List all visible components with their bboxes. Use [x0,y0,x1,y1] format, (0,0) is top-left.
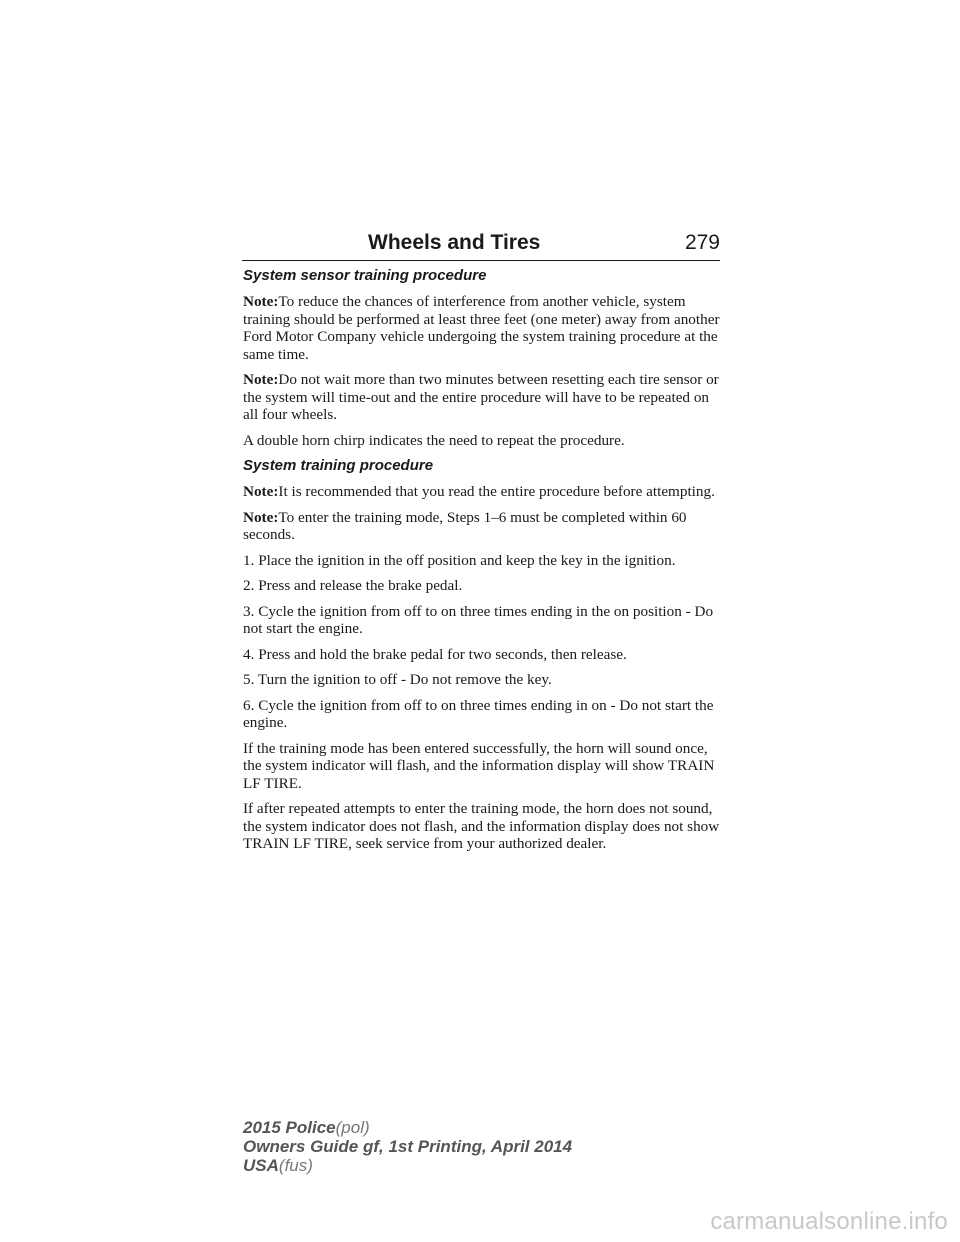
note-label: Note: [243,371,279,388]
note-paragraph [243,371,723,424]
section-title: Wheels and Tires [368,231,541,254]
note-label: Note: [243,483,279,500]
note-paragraph [243,509,723,544]
footer-region: USA [243,1156,279,1175]
paragraph-text: 1. Place the ignition in the off position and keep the key in the ignition. [243,551,676,569]
note-label: Note: [243,508,279,526]
paragraph-text: 3. Cycle the ignition from off to on three times ending in the on position - Do not start the engine. [243,602,714,637]
note-paragraph [243,293,723,363]
body-paragraph [243,740,723,793]
paragraph-text: 5. Turn the ignition to off - Do not remove the key. [243,671,552,688]
footer-model: 2015 Police [243,1118,336,1137]
page-footer [243,1118,572,1175]
footer-line-1 [243,1118,572,1137]
page-content [243,267,723,861]
paragraph-text: A double horn chirp indicates the need to repeat the procedure. [243,431,625,449]
footer-guide-info: Owners Guide gf, 1st Printing, April 2014 [243,1137,573,1156]
section-heading: System sensor training procedure [243,267,487,284]
paragraph-text: Do not wait more than two minutes between resetting each tire sensor or the system will time-out and the entire procedure will have to be repeated on all four wheels. [243,371,719,423]
body-paragraph [243,432,723,450]
body-paragraph [243,646,723,664]
page-number: 279 [684,231,720,254]
paragraph-text: 6. Cycle the ignition from off to on three times ending in on - Do not start the engine. [243,696,714,731]
paragraph-text: It is recommended that you read the entire procedure before attempting. [278,483,715,500]
watermark: carmanualsonline.info [710,1208,948,1235]
body-paragraph [243,697,723,732]
page-header [242,228,720,261]
footer-model-code: (pol) [335,1118,370,1137]
paragraph-text: 4. Press and hold the brake pedal for two seconds, then release. [243,645,627,663]
body-paragraph [243,800,723,853]
paragraph-text: If after repeated attempts to enter the training mode, the horn does not sound, the system indicator does not flash, and the information display does not show TRAIN LF TIRE, seek service from your authorized dealer. [243,800,720,852]
section-heading: System training procedure [243,457,434,474]
paragraph-text: To enter the training mode, Steps 1–6 must be completed within 60 seconds. [243,508,687,543]
paragraph-text: If the training mode has been entered successfully, the horn will sound once, the system indicator will flash, and the information display will show TRAIN LF TIRE. [243,739,715,792]
footer-region-code: (fus) [278,1156,313,1175]
footer-line-3 [243,1156,572,1175]
note-label: Note: [243,293,279,310]
body-paragraph [243,603,723,638]
paragraph-text: 2. Press and release the brake pedal. [243,577,463,594]
body-paragraph [243,552,723,570]
body-paragraph [243,577,723,595]
body-paragraph [243,671,723,689]
note-paragraph [243,483,723,501]
paragraph-text: To reduce the chances of interference from another vehicle, system training should be performed at least three feet (one meter) away from another Ford Motor Company vehicle undergoing the system training procedure at the same time. [243,293,720,363]
